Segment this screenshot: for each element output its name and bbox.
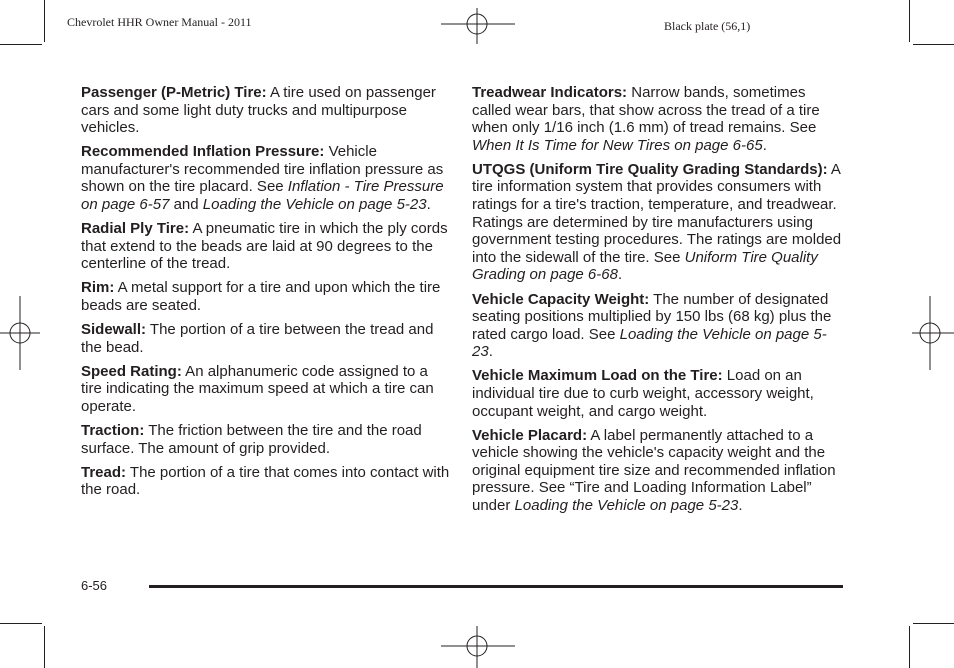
crop-mark [913,44,954,45]
cross-reference-link[interactable]: Inflation - Tire Pressure on page 6-57 [81,178,444,214]
glossary-term: Radial Ply Tire: [81,220,190,238]
glossary-term: Passenger (P-Metric) Tire: [81,84,267,101]
glossary-entry [472,427,842,515]
cross-reference-link[interactable]: Loading the Vehicle on page 5-23 [514,497,739,515]
glossary-entry [81,143,451,213]
glossary-term: UTQGS (Uniform Tire Quality Grading Standards): [472,160,828,178]
glossary-definition: . [738,497,743,515]
crop-mark [909,0,910,42]
glossary-term: Rim: [81,279,115,297]
glossary-term: Recommended Inflation Pressure: [81,143,325,161]
crop-mark [44,0,45,42]
page-number: 6-56 [81,578,108,593]
glossary-definition: The friction between the tire and the road surface. The amount of grip provided. [81,422,422,457]
glossary-definition: A pneumatic tire in which the ply cords that extend to the beads are laid at 90 degrees to the centerline of the tread. [81,220,448,273]
cross-reference-link[interactable]: Loading the Vehicle on page 5-23 [472,325,827,361]
crop-mark [909,626,910,668]
glossary-definition: A label permanently attached to a vehicle showing the vehicle's capacity weight and the original equipment tire size and recommended inflation pressure. See “Tire and Loading Information Label” under [472,426,836,515]
glossary-term: Treadwear Indicators: [472,84,628,101]
registration-mark-icon [912,296,954,370]
glossary-entry [472,84,842,154]
crop-mark [913,623,954,624]
crop-mark [0,623,42,624]
header-title: Chevrolet HHR Owner Manual - 2011 [67,15,252,29]
glossary-term: Vehicle Capacity Weight: [472,290,650,308]
glossary-term: Vehicle Placard: [472,426,588,444]
glossary-entry [81,363,451,416]
glossary-term: Traction: [81,422,145,440]
crop-mark [0,44,42,45]
glossary-definition: A tire used on passenger cars and some light duty trucks and multipurpose vehicles. [81,84,436,137]
glossary-term: Speed Rating: [81,362,182,380]
glossary-entry [81,321,451,356]
right-column [472,84,842,521]
glossary-entry [81,279,451,314]
footer-rule [149,585,843,588]
glossary-definition: . [426,196,431,214]
glossary-definition: The portion of a tire between the tread and the bead. [81,321,434,356]
glossary-definition: Narrow bands, sometimes called wear bars, that show across the tread of a tire when only 1/16 inch (1.6 mm) of tread remains. See [472,84,820,137]
glossary-entry [81,422,451,457]
glossary-definition: and [169,196,203,214]
glossary-definition: A tire information system that provides consumers with ratings for a tire's traction, temperature, and treadwear. Ratings are determined by tire manufacturers using government testing procedures. The ratings are molded into the sidewall of the tire. See [472,160,842,266]
header-plate: Black plate (56,1) [664,19,751,33]
glossary-term: Vehicle Maximum Load on the Tire: [472,367,723,385]
glossary-entry [472,161,842,284]
glossary-entry [81,84,451,137]
glossary-entry [81,464,451,499]
glossary-definition: The number of designated seating positions multiplied by 150 lbs (68 kg) plus the rated cargo load. See [472,290,832,343]
cross-reference-link[interactable]: When It Is Time for New Tires on page 6-65 [472,136,763,154]
glossary-definition: A metal support for a tire and upon which the tire beads are seated. [81,279,441,315]
registration-mark-icon [441,626,515,668]
cross-reference-link[interactable]: Loading the Vehicle on page 5-23 [202,196,427,214]
glossary-entry [472,367,842,420]
glossary-term: Tread: [81,463,127,481]
glossary-definition: . [617,266,623,284]
glossary-definition: An alphanumeric code assigned to a tire indicating the maximum speed at which a tire can operate. [81,362,434,415]
registration-mark-icon [0,296,40,370]
crop-mark [44,626,45,668]
glossary-definition: The portion of a tire that comes into contact with the road. [81,463,450,499]
glossary-definition: . [762,136,767,154]
glossary-definition: Vehicle manufacturer's recommended tire inflation pressure as shown on the tire placard. See [81,143,444,196]
glossary-definition: . [488,343,493,361]
glossary-term: Sidewall: [81,321,147,339]
glossary-entry [472,291,842,361]
left-column [81,84,451,505]
glossary-entry [81,220,451,273]
glossary-definition: Load on an individual tire due to curb weight, accessory weight, occupant weight, and cargo weight. [472,367,814,420]
cross-reference-link[interactable]: Uniform Tire Quality Grading on page 6-68 [472,248,818,284]
registration-mark-icon [441,8,515,44]
